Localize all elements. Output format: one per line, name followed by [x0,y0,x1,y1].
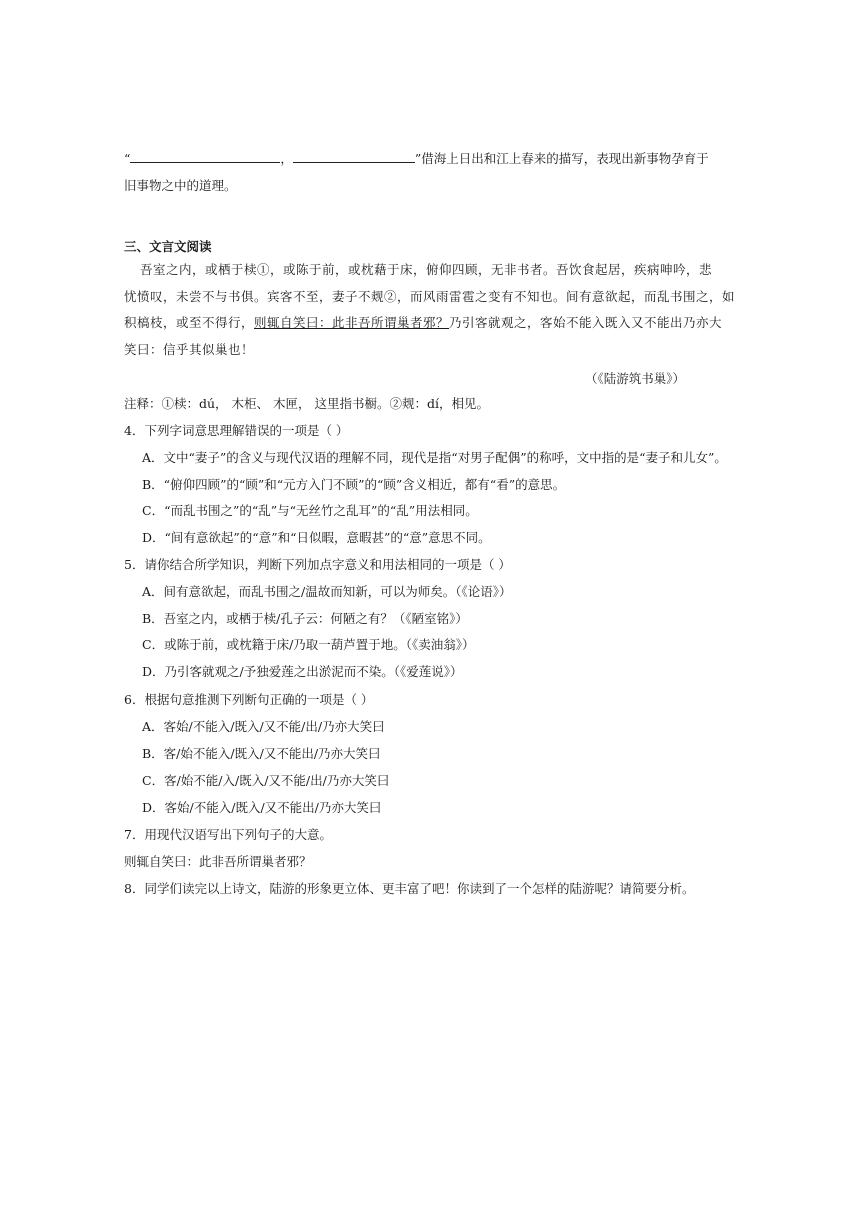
passage-text: 积槁枝，或至不得行， [124,315,255,330]
passage-line-1: 吾室之内，或栖于椟①，或陈于前，或枕藉于床，俯仰四顾，无非书者。吾饮食起居，疾病呻吟，悲 [140,262,713,277]
passage-line-3 [124,315,722,331]
question-5-stem: 5．请你结合所学知识，判断下列加点字意义和用法相同的一项是（ ） [124,557,511,572]
question-4-stem: 4．下列字词意思理解错误的一项是（ ） [124,423,349,438]
passage-line-2: 忧愤叹，未尝不与书俱。宾客不至，妻子不觌②，而风雨雷雹之变有不知也。间有意欲起，而乱书围之，如 [124,289,736,304]
fill-blank-tail: ”借海上日出和江上春来的描写，表现出新事物孕育于 [414,151,709,166]
fill-blank-line-2: 旧事物之中的道理。 [124,178,237,193]
question-5-option-b[interactable]: B．吾室之内，或栖于椟/孔子云：何陋之有？（《陋室铭》） [142,611,468,626]
annotation-notes: 注释：①椟：dú， 木柜、 木匣， 这里指书橱。②觌：dí，相见。 [124,396,489,411]
question-4-option-c[interactable]: C．“而乱书围之”的“乱”与“无丝竹之乱耳”的“乱”用法相同。 [142,503,478,518]
answer-blank-2[interactable] [293,150,415,163]
answer-blank-1[interactable] [130,150,280,163]
question-5-option-a[interactable]: A．间有意欲起，而乱书围之/温故而知新，可以为师矣。（《论语》） [142,584,512,599]
question-7-sentence: 则辄自笑曰：此非吾所谓巢者邪？ [124,854,312,869]
question-4-option-b[interactable]: B．“俯仰四顾”的“顾”和“元方入门不顾”的“顾”含义相近，都有“看”的意思。 [142,477,566,492]
question-5-option-c[interactable]: C．或陈于前，或枕籍于床/乃取一葫芦置于地。（《卖油翁》） [142,637,475,652]
underlined-sentence: 则辄自笑曰：此非吾所谓巢者邪？ [254,315,450,330]
question-6-option-d[interactable]: D．客始/不能入/既入/又不能出/乃亦大笑曰 [142,800,382,815]
passage-source: （《陆游筑书巢》） [584,371,685,386]
quote-mark: “ [124,151,131,166]
passage-text: 乃引客就观之，客始不能入既入又不能出乃亦大 [449,315,723,330]
question-4-option-d[interactable]: D．“间有意欲起”的“意”和“日似暇，意暇甚”的“意”意思不同。 [142,530,491,545]
question-8-stem: 8．同学们读完以上诗文，陆游的形象更立体、更丰富了吧！你读到了一个怎样的陆游呢？请简要分析。 [124,881,695,896]
fill-blank-line [124,150,709,167]
question-5-option-d[interactable]: D．乃引客就观之/予独爱莲之出淤泥而不染。（《爱莲说》） [142,664,463,679]
section-title: 三、文言文阅读 [124,239,212,254]
question-6-option-a[interactable]: A．客始/不能入/既入/又不能/出/乃亦大笑曰 [142,719,385,734]
question-6-option-c[interactable]: C．客/始不能/入/既入/又不能/出/乃亦大笑曰 [142,773,390,788]
question-6-option-b[interactable]: B．客/始不能入/既入/又不能出/乃亦大笑曰 [142,746,381,761]
question-7-stem: 7．用现代汉语写出下列句子的大意。 [124,827,332,842]
passage-line-4: 笑曰：信乎其似巢也！ [124,342,255,357]
question-6-stem: 6．根据句意推测下列断句正确的一项是（ ） [124,692,374,707]
question-4-option-a[interactable]: A．文中“妻子”的含义与现代汉语的理解不同，现代是指“对男子配偶”的称呼，文中指的是“妻子和儿女”。 [142,450,727,465]
comma: ， [280,151,293,166]
